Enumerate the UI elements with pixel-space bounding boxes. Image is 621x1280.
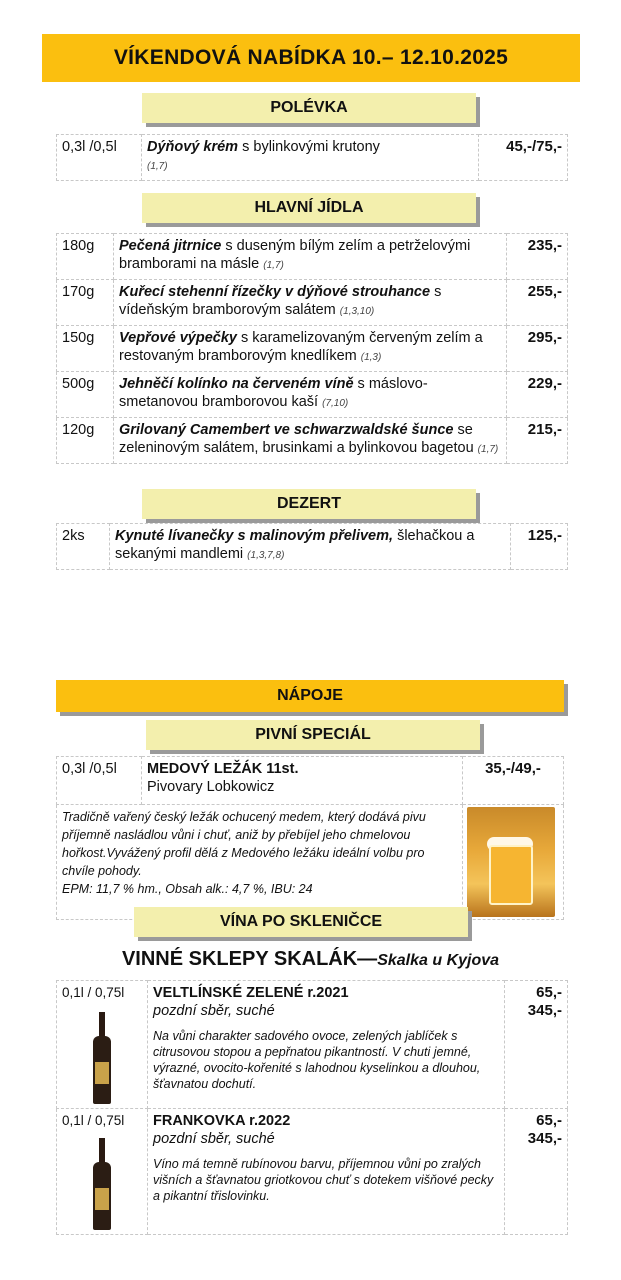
item-size: 120g [57, 418, 114, 464]
item-size: 500g [57, 372, 114, 418]
beer-stats: EPM: 11,7 % hm., Obsah alk.: 4,7 %, IBU: 24 [62, 882, 313, 896]
allergens: (1,7) [263, 260, 284, 271]
item-description [114, 234, 507, 280]
item-description [142, 757, 463, 805]
beer-glass [489, 845, 533, 905]
section-heading-soup: POLÉVKA [142, 93, 476, 123]
allergens: (1,3,7,8) [247, 550, 285, 561]
dish-name: Dýňový krém [147, 139, 239, 155]
section-heading-dessert: DEZERT [142, 489, 476, 519]
dessert-table [56, 523, 568, 570]
dish-desc: s máslovo-smetanovou bramborovou kaší [119, 376, 428, 410]
wine-name: VELTLÍNSKÉ ZELENÉ r.2021 [153, 985, 349, 1001]
item-price [505, 981, 568, 1109]
section-heading-wine: VÍNA PO SKLENIČCE [134, 907, 468, 937]
item-size: 0,1l / 0,75l [62, 985, 125, 1000]
item-price [505, 1109, 568, 1235]
section-heading-drinks: NÁPOJE [56, 680, 564, 712]
dish-desc: s bylinkovými krutony [238, 139, 380, 155]
item-description [110, 524, 511, 570]
dish-name: Kynuté lívanečky s malinovým přelivem, [115, 528, 394, 544]
wine-size-cell [57, 1109, 148, 1235]
table-row [57, 524, 568, 570]
item-price: 125,- [511, 524, 568, 570]
winery-title [0, 948, 621, 971]
item-description [114, 326, 507, 372]
allergens: (1,3,10) [339, 306, 375, 317]
beer-image-cell [463, 805, 564, 920]
item-size: 0,3l /0,5l [57, 135, 142, 181]
dish-name: Grilovaný Camembert ve schwarzwaldské šunce [119, 422, 454, 438]
dish-name: Pečená jitrnice [119, 238, 222, 254]
wine-desc: Víno má temně rubínovou barvu, příjemnou vůni po zralých višních a šťavnatou griotkovou chuť s dotekem višňové pecky a pikantní třislovinku. [153, 1157, 494, 1203]
table-row [57, 1109, 568, 1235]
wine-desc: Na vůni charakter sadového ovoce, zelených jablíček s citrusovou stopou a pepřnatou pikantností. V chuti jemné, výrazné, ovocito-kořenité s lahodnou kyselinkou a dlouhou, šťavnatou dochutí. [153, 1029, 481, 1091]
item-size: 170g [57, 280, 114, 326]
table-row [57, 757, 564, 805]
item-description [148, 981, 505, 1109]
item-description [148, 1109, 505, 1235]
allergens: (1,7) [147, 161, 168, 172]
dish-name: Kuřecí stehenní řízečky v dýňové strouhance [119, 284, 431, 300]
item-description [114, 418, 507, 464]
dish-desc: se zeleninovým salátem, brusinkami a bylinkovou bagetou [119, 422, 478, 456]
dish-name: Jehněčí kolínko na červeném víně [119, 376, 354, 392]
item-price: 295,- [507, 326, 568, 372]
item-price: 215,- [507, 418, 568, 464]
winery-name: VINNÉ SKLEPY SKALÁK— [121, 948, 378, 970]
item-price: 235,- [507, 234, 568, 280]
table-row [57, 418, 568, 464]
wine-bottle-icon [92, 1138, 112, 1230]
item-size: 0,1l / 0,75l [62, 1113, 125, 1128]
item-size: 180g [57, 234, 114, 280]
item-size: 150g [57, 326, 114, 372]
dish-desc: s karamelizovaným červeným zelím a restovaným bramborovým knedlíkem [119, 330, 483, 364]
wine-size-cell [57, 981, 148, 1109]
section-heading-mains: HLAVNÍ JÍDLA [142, 193, 476, 223]
table-row [57, 135, 568, 181]
beer-image [467, 807, 555, 917]
page-title: VÍKENDOVÁ NABÍDKA 10.– 12.10.2025 [42, 34, 580, 82]
winery-location: Skalka u Kyjova [377, 952, 500, 969]
price-glass: 65,- [536, 1112, 562, 1129]
beer-table [56, 756, 564, 920]
dish-desc: s duseným bílým zelím a petrželovými bramborami na másle [119, 238, 471, 272]
dish-name: Vepřové výpečky [119, 330, 237, 346]
wine-bottle-icon [92, 1012, 112, 1104]
beer-description [57, 805, 463, 920]
wine-style: pozdní sběr, suché [153, 1131, 275, 1147]
item-price: 35,-/49,- [463, 757, 564, 805]
table-row [57, 234, 568, 280]
table-row [57, 326, 568, 372]
wine-name: FRANKOVKA r.2022 [153, 1113, 291, 1129]
price-bottle: 345,- [527, 1002, 562, 1019]
item-price: 255,- [507, 280, 568, 326]
table-row [57, 280, 568, 326]
mains-table [56, 233, 568, 464]
allergens: (1,3) [360, 352, 382, 363]
beer-desc-text: Tradičně vařený český ležák ochucený medem, který dodává pivu příjemně nasládlou vůni i chuť, aniž by přebíjel jeho chmelovou hořkost.Vyvážený profil dělá z Medového ležáku ideální volbu pro chvíle pohody. [62, 810, 426, 878]
item-price: 229,- [507, 372, 568, 418]
price-bottle: 345,- [527, 1130, 562, 1147]
wine-table [56, 980, 568, 1235]
wine-style: pozdní sběr, suché [153, 1003, 275, 1019]
dish-desc: s vídeňským bramborovým salátem [119, 284, 442, 318]
brewery: Pivovary Lobkowicz [147, 779, 275, 795]
allergens: (7,10) [322, 398, 349, 409]
item-size: 2ks [57, 524, 110, 570]
soup-table [56, 134, 568, 181]
table-row [57, 981, 568, 1109]
item-description [114, 280, 507, 326]
item-description [114, 372, 507, 418]
price-glass: 65,- [536, 984, 562, 1001]
table-row [57, 805, 564, 920]
item-price: 45,-/75,- [479, 135, 568, 181]
item-size: 0,3l /0,5l [57, 757, 142, 805]
beer-name: MEDOVÝ LEŽÁK 11st. [147, 761, 299, 777]
section-heading-beer: PIVNÍ SPECIÁL [146, 720, 480, 750]
item-description [142, 135, 479, 181]
table-row [57, 372, 568, 418]
allergens: (1,7) [477, 444, 499, 455]
dish-desc: šlehačkou a sekanými mandlemi [115, 528, 475, 562]
